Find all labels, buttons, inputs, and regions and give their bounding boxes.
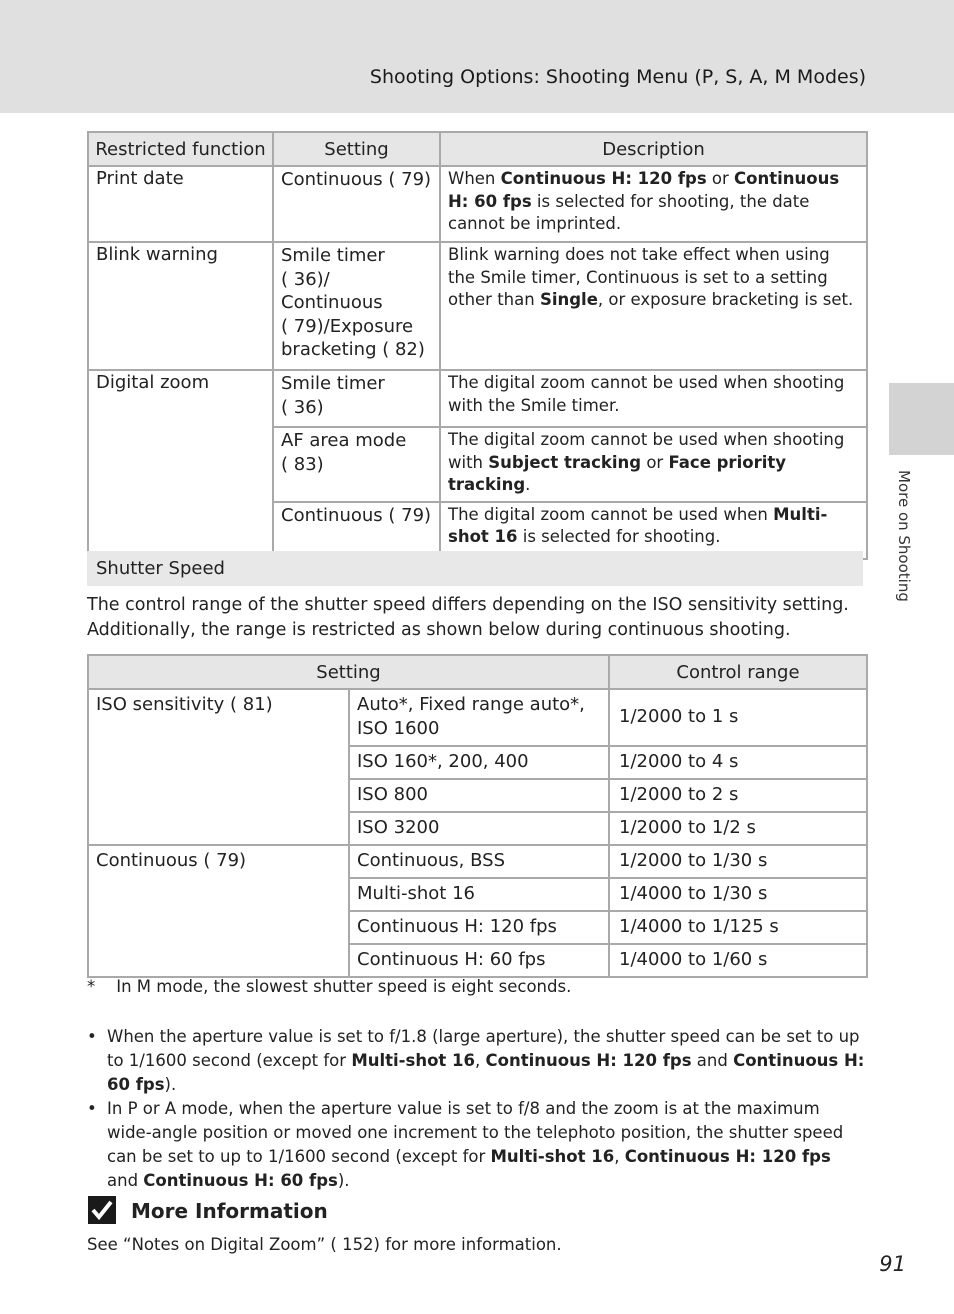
setting-cell: Auto*, Fixed range auto*, ISO 1600 [349, 689, 609, 746]
range-cell: 1/4000 to 1/30 s [609, 878, 867, 911]
range-cell: 1/2000 to 1 s [609, 689, 867, 746]
setting-cell: Smile timer ( 36) [273, 370, 440, 427]
table-row [88, 166, 867, 242]
function-digital-zoom: Digital zoom [88, 370, 273, 559]
checkmark-icon [88, 1196, 116, 1224]
table-header-row [88, 655, 867, 689]
shutter-speed-intro: The control range of the shutter speed differs depending on the ISO sensitivity setting. Additionally, the range is restricted as shown below during continuous shooting. [87, 595, 849, 640]
section-side-tab [889, 383, 954, 455]
range-cell: 1/2000 to 2 s [609, 779, 867, 812]
table-row [88, 845, 867, 878]
table-row [88, 242, 867, 370]
page-number: 91 [879, 1252, 906, 1276]
group-continuous: Continuous ( 79) [88, 845, 349, 977]
shutter-speed-heading: Shutter Speed [87, 551, 863, 586]
header-description: Description [440, 132, 867, 166]
page-header [0, 0, 954, 113]
function-print-date: Print date [88, 166, 273, 242]
setting-cell: Continuous H: 120 fps [349, 911, 609, 944]
setting-cell: Continuous H: 60 fps [349, 944, 609, 977]
list-item: • In P or A mode, when the aperture value is set to f/8 and the zoom is at the maximum wide-angle position or moved one increment to the telephoto position, the shutter speed can be set to up to 1/1600 second (except for Multi-shot 16, Continuous H: 120 fps and Continuous H: 60 fps). [87, 1097, 867, 1193]
section-side-label: More on Shooting [895, 470, 913, 602]
setting-cell: ISO 160*, 200, 400 [349, 746, 609, 779]
table-row [88, 689, 867, 746]
setting-cell: Continuous ( 79) [273, 166, 440, 242]
range-cell: 1/2000 to 1/2 s [609, 812, 867, 845]
footnote: * In M mode, the slowest shutter speed is eight seconds. [87, 977, 572, 996]
function-blink-warning: Blink warning [88, 242, 273, 370]
range-cell: 1/2000 to 1/30 s [609, 845, 867, 878]
setting-cell: AF area mode ( 83) [273, 427, 440, 502]
header-setting: Setting [273, 132, 440, 166]
range-cell: 1/2000 to 4 s [609, 746, 867, 779]
setting-cell: ISO 3200 [349, 812, 609, 845]
more-information-title: More Information [131, 1199, 328, 1223]
setting-cell: Smile timer ( 36)/ Continuous ( 79)/Exposure bracketing ( 82) [273, 242, 440, 370]
more-information-text: See “Notes on Digital Zoom” ( 152) for more information. [87, 1235, 562, 1254]
list-item: • When the aperture value is set to f/1.8 (large aperture), the shutter speed can be set to up to 1/1600 second (except for Multi-shot 16, Continuous H: 120 fps and Continuous H: 60 fps). [87, 1025, 867, 1097]
range-cell: 1/4000 to 1/125 s [609, 911, 867, 944]
description-cell: When Continuous H: 120 fps or Continuous H: 60 fps is selected for shooting, the date cannot be imprinted. [440, 166, 867, 242]
shutter-speed-table [87, 654, 868, 978]
description-cell: The digital zoom cannot be used when Multi-shot 16 is selected for shooting. [440, 502, 867, 559]
description-cell: The digital zoom cannot be used when shooting with Subject tracking or Face priority tracking. [440, 427, 867, 502]
table-row [88, 370, 867, 427]
setting-cell: Continuous, BSS [349, 845, 609, 878]
setting-cell: Continuous ( 79) [273, 502, 440, 559]
header-control-range: Control range [609, 655, 867, 689]
range-cell: 1/4000 to 1/60 s [609, 944, 867, 977]
header-setting: Setting [88, 655, 609, 689]
setting-cell: Multi-shot 16 [349, 878, 609, 911]
page-title: Shooting Options: Shooting Menu (P, S, A, M Modes) [369, 66, 866, 88]
group-iso-sensitivity: ISO sensitivity ( 81) [88, 689, 349, 845]
table-header-row [88, 132, 867, 166]
description-cell: Blink warning does not take effect when using the Smile timer, Continuous is set to a setting other than Single, or exposure bracketing is set. [440, 242, 867, 370]
setting-cell: ISO 800 [349, 779, 609, 812]
notes-list [87, 1025, 867, 1193]
description-cell: The digital zoom cannot be used when shooting with the Smile timer. [440, 370, 867, 427]
restrictions-table [87, 131, 868, 560]
header-restricted-function: Restricted function [88, 132, 273, 166]
